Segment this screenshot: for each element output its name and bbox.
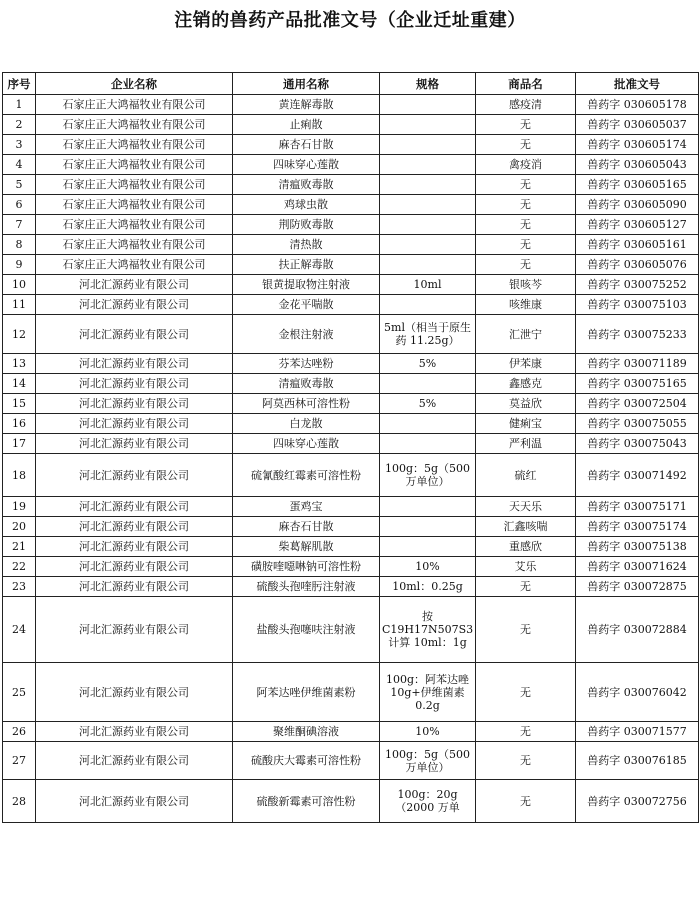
cell-company: 河北汇源药业有限公司 [36,663,233,722]
cell-company: 河北汇源药业有限公司 [36,742,233,780]
cell-trade-name: 鑫感克 [476,374,576,394]
cell-no: 24 [3,597,36,663]
cell-approval-no: 兽药字 030605161 [576,235,699,255]
table-row [3,255,699,275]
cell-trade-name: 无 [476,742,576,780]
table-row [3,454,699,497]
cell-generic-name: 清瘟败毒散 [233,374,380,394]
cell-no: 16 [3,414,36,434]
cell-generic-name: 金根注射液 [233,315,380,354]
cell-no: 9 [3,255,36,275]
cell-spec [380,135,476,155]
table-row [3,497,699,517]
cell-spec: 10% [380,722,476,742]
table-row [3,414,699,434]
cell-approval-no: 兽药字 030075233 [576,315,699,354]
cell-company: 河北汇源药业有限公司 [36,275,233,295]
cell-generic-name: 四味穿心莲散 [233,155,380,175]
cell-trade-name: 感疫清 [476,95,576,115]
cell-company: 石家庄正大鸿福牧业有限公司 [36,215,233,235]
cell-no: 22 [3,557,36,577]
cell-no: 26 [3,722,36,742]
cell-approval-no: 兽药字 030075252 [576,275,699,295]
table-row [3,374,699,394]
cell-spec: 100g：5g（500 万单位） [380,742,476,780]
cell-trade-name: 天天乐 [476,497,576,517]
cell-generic-name: 麻杏石甘散 [233,517,380,537]
cell-approval-no: 兽药字 030605090 [576,195,699,215]
cell-no: 27 [3,742,36,780]
cell-approval-no: 兽药字 030075055 [576,414,699,434]
cell-trade-name: 无 [476,255,576,275]
cell-no: 2 [3,115,36,135]
table-row [3,394,699,414]
table-row [3,537,699,557]
cell-no: 20 [3,517,36,537]
cell-company: 河北汇源药业有限公司 [36,354,233,374]
cell-trade-name: 严利温 [476,434,576,454]
cell-no: 6 [3,195,36,215]
cell-spec: 100g：20g（2000 万单 [380,780,476,823]
cell-approval-no: 兽药字 030605178 [576,95,699,115]
cell-generic-name: 黄连解毒散 [233,95,380,115]
cell-company: 河北汇源药业有限公司 [36,414,233,434]
table-row [3,215,699,235]
cell-trade-name: 无 [476,722,576,742]
cell-approval-no: 兽药字 030071577 [576,722,699,742]
cell-approval-no: 兽药字 030605165 [576,175,699,195]
table-row [3,742,699,780]
approval-table [2,72,699,823]
cell-no: 25 [3,663,36,722]
table-row [3,275,699,295]
cell-generic-name: 清瘟败毒散 [233,175,380,195]
cell-approval-no: 兽药字 030076042 [576,663,699,722]
cell-generic-name: 金花平喘散 [233,295,380,315]
cell-trade-name: 无 [476,215,576,235]
col-header-spec: 规格 [380,73,476,95]
cell-company: 石家庄正大鸿福牧业有限公司 [36,175,233,195]
cell-company: 石家庄正大鸿福牧业有限公司 [36,195,233,215]
header-row [3,73,699,95]
cell-spec [380,215,476,235]
cell-spec [380,175,476,195]
cell-trade-name: 硫红 [476,454,576,497]
cell-trade-name: 无 [476,115,576,135]
table-row [3,295,699,315]
cell-trade-name: 无 [476,235,576,255]
cell-no: 10 [3,275,36,295]
cell-company: 石家庄正大鸿福牧业有限公司 [36,255,233,275]
cell-generic-name: 芬苯达唑粉 [233,354,380,374]
cell-spec: 10ml：0.25g [380,577,476,597]
cell-no: 21 [3,537,36,557]
cell-spec [380,235,476,255]
cell-generic-name: 磺胺喹噁啉钠可溶性粉 [233,557,380,577]
cell-approval-no: 兽药字 030075043 [576,434,699,454]
cell-trade-name: 无 [476,780,576,823]
cell-generic-name: 阿苯达唑伊维菌素粉 [233,663,380,722]
cell-approval-no: 兽药字 030605037 [576,115,699,135]
cell-trade-name: 禽疫消 [476,155,576,175]
cell-approval-no: 兽药字 030071624 [576,557,699,577]
cell-spec [380,434,476,454]
cell-spec [380,255,476,275]
table-row [3,315,699,354]
cell-trade-name: 莫益欣 [476,394,576,414]
cell-company: 河北汇源药业有限公司 [36,394,233,414]
cell-no: 23 [3,577,36,597]
cell-approval-no: 兽药字 030075174 [576,517,699,537]
cell-generic-name: 柴葛解肌散 [233,537,380,557]
col-header-approval-no: 批准文号 [576,73,699,95]
cell-approval-no: 兽药字 030071189 [576,354,699,374]
cell-approval-no: 兽药字 030071492 [576,454,699,497]
cell-approval-no: 兽药字 030072875 [576,577,699,597]
cell-trade-name: 无 [476,597,576,663]
table-row [3,663,699,722]
cell-approval-no: 兽药字 030075171 [576,497,699,517]
cell-generic-name: 蛋鸡宝 [233,497,380,517]
cell-no: 7 [3,215,36,235]
cell-generic-name: 银黄提取物注射液 [233,275,380,295]
table-row [3,175,699,195]
table-row [3,155,699,175]
cell-spec: 100g：5g（500 万单位） [380,454,476,497]
cell-trade-name: 汇鑫咳喘 [476,517,576,537]
table-row [3,135,699,155]
cell-company: 石家庄正大鸿福牧业有限公司 [36,135,233,155]
cell-trade-name: 健痢宝 [476,414,576,434]
cell-company: 河北汇源药业有限公司 [36,577,233,597]
cell-company: 河北汇源药业有限公司 [36,597,233,663]
cell-no: 28 [3,780,36,823]
cell-spec [380,497,476,517]
cell-company: 河北汇源药业有限公司 [36,557,233,577]
cell-spec [380,414,476,434]
cell-company: 河北汇源药业有限公司 [36,374,233,394]
table-row [3,235,699,255]
cell-trade-name: 咳维康 [476,295,576,315]
cell-company: 河北汇源药业有限公司 [36,780,233,823]
cell-approval-no: 兽药字 030075165 [576,374,699,394]
cell-spec: 10ml [380,275,476,295]
table-row [3,195,699,215]
table-row [3,95,699,115]
cell-approval-no: 兽药字 030072504 [576,394,699,414]
cell-approval-no: 兽药字 030605043 [576,155,699,175]
cell-trade-name: 艾乐 [476,557,576,577]
cell-approval-no: 兽药字 030605127 [576,215,699,235]
cell-generic-name: 止痢散 [233,115,380,135]
col-header-company: 企业名称 [36,73,233,95]
cell-company: 河北汇源药业有限公司 [36,537,233,557]
cell-generic-name: 麻杏石甘散 [233,135,380,155]
cell-generic-name: 盐酸头孢噻呋注射液 [233,597,380,663]
table-row [3,517,699,537]
cell-approval-no: 兽药字 030075138 [576,537,699,557]
cell-generic-name: 硫酸新霉素可溶性粉 [233,780,380,823]
cell-no: 1 [3,95,36,115]
cell-spec [380,374,476,394]
cell-spec: 按 C19H17N507S3 计算 10ml：1g [380,597,476,663]
cell-spec: 10% [380,557,476,577]
cell-generic-name: 硫氰酸红霉素可溶性粉 [233,454,380,497]
cell-no: 17 [3,434,36,454]
cell-no: 18 [3,454,36,497]
cell-trade-name: 伊苯康 [476,354,576,374]
cell-trade-name: 银咳芩 [476,275,576,295]
cell-no: 4 [3,155,36,175]
table-row [3,577,699,597]
cell-generic-name: 聚维酮碘溶液 [233,722,380,742]
col-header-generic-name: 通用名称 [233,73,380,95]
cell-trade-name: 重感欣 [476,537,576,557]
cell-company: 石家庄正大鸿福牧业有限公司 [36,95,233,115]
table-row [3,557,699,577]
cell-spec: 5% [380,354,476,374]
table-row [3,434,699,454]
page-title: 注销的兽药产品批准文号（企业迁址重建） [174,10,526,31]
cell-approval-no: 兽药字 030605076 [576,255,699,275]
cell-spec [380,195,476,215]
cell-spec [380,115,476,135]
table-row [3,780,699,823]
cell-company: 河北汇源药业有限公司 [36,722,233,742]
cell-trade-name: 无 [476,663,576,722]
cell-no: 12 [3,315,36,354]
cell-spec [380,95,476,115]
cell-approval-no: 兽药字 030072884 [576,597,699,663]
cell-generic-name: 四味穿心莲散 [233,434,380,454]
cell-spec [380,537,476,557]
cell-approval-no: 兽药字 030076185 [576,742,699,780]
cell-spec [380,517,476,537]
cell-generic-name: 阿莫西林可溶性粉 [233,394,380,414]
cell-company: 河北汇源药业有限公司 [36,497,233,517]
cell-company: 石家庄正大鸿福牧业有限公司 [36,235,233,255]
cell-generic-name: 鸡球虫散 [233,195,380,215]
cell-trade-name: 无 [476,175,576,195]
cell-generic-name: 清热散 [233,235,380,255]
cell-company: 石家庄正大鸿福牧业有限公司 [36,115,233,135]
cell-spec: 5% [380,394,476,414]
col-header-trade-name: 商品名 [476,73,576,95]
table-row [3,354,699,374]
table-row [3,597,699,663]
cell-no: 14 [3,374,36,394]
cell-spec: 5ml（相当于原生药 11.25g） [380,315,476,354]
cell-spec [380,295,476,315]
cell-generic-name: 荆防败毒散 [233,215,380,235]
cell-trade-name: 无 [476,195,576,215]
cell-generic-name: 硫酸庆大霉素可溶性粉 [233,742,380,780]
cell-no: 19 [3,497,36,517]
cell-trade-name: 汇泄宁 [476,315,576,354]
table-row [3,722,699,742]
cell-no: 11 [3,295,36,315]
cell-generic-name: 硫酸头孢喹肟注射液 [233,577,380,597]
cell-company: 河北汇源药业有限公司 [36,315,233,354]
cell-generic-name: 白龙散 [233,414,380,434]
cell-no: 5 [3,175,36,195]
cell-spec: 100g：阿苯达唑 10g+伊维菌素 0.2g [380,663,476,722]
cell-company: 河北汇源药业有限公司 [36,517,233,537]
cell-generic-name: 扶正解毒散 [233,255,380,275]
cell-trade-name: 无 [476,577,576,597]
cell-no: 13 [3,354,36,374]
cell-company: 石家庄正大鸿福牧业有限公司 [36,155,233,175]
cell-trade-name: 无 [476,135,576,155]
cell-company: 河北汇源药业有限公司 [36,434,233,454]
cell-company: 河北汇源药业有限公司 [36,295,233,315]
cell-no: 3 [3,135,36,155]
cell-spec [380,155,476,175]
cell-approval-no: 兽药字 030072756 [576,780,699,823]
cell-no: 15 [3,394,36,414]
cell-no: 8 [3,235,36,255]
cell-approval-no: 兽药字 030075103 [576,295,699,315]
cell-approval-no: 兽药字 030605174 [576,135,699,155]
col-header-no: 序号 [3,73,36,95]
table-row [3,115,699,135]
cell-company: 河北汇源药业有限公司 [36,454,233,497]
